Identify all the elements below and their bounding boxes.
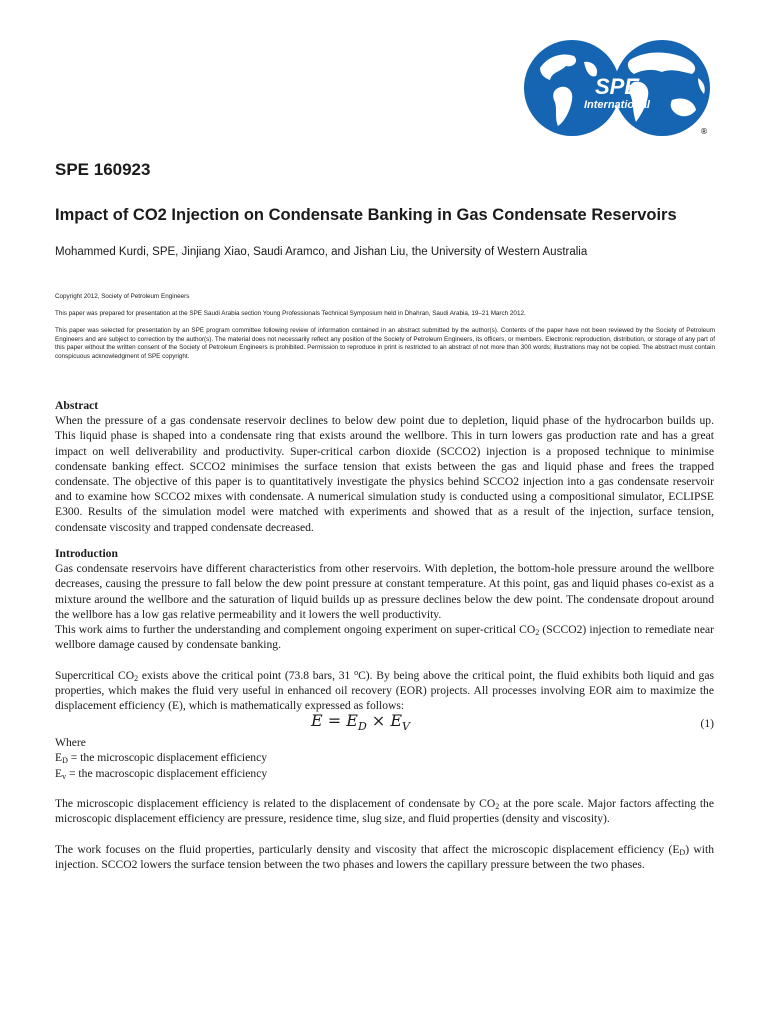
intro-paragraph-4: The microscopic displacement efficiency is related to the displacement of condensate by $CO_2$ at the pore scale. Major factors affecting the microscopic displacement efficiency are pressure, residence time, slug size, and fluid properties (density and viscosity). [55,797,714,826]
logo-mark-text: SPE [594,74,640,99]
paper-title: Impact of CO2 Injection on Condensate Banking in Gas Condensate Reservoirs [55,206,677,224]
where-label: Where [55,736,86,750]
spe-international-logo [522,38,718,138]
abstract-section [55,398,714,535]
introduction-heading: Introduction [55,547,118,560]
paper-number: SPE 160923 [55,160,151,179]
author-list: Mohammed Kurdi, SPE, Jinjiang Xiao, Saudi Aramco, and Jishan Liu, the University of Western Australia [55,246,588,258]
selection-notice: This paper was selected for presentation by an SPE program committee following review of information contained in an abstract submitted by the author(s). Contents of the paper have not been reviewed by the Society of Petroleum Engineers and are subject to correction by the author(s). The material does not necessarily reflect any position of the Society of Petroleum Engineers, its officers, or members. Electronic reproduction, distribution, or storage of any part of this paper without the written consent of the Society of Petroleum Engineers is prohibited. Permission to reproduce in print is restricted to an abstract of not more than 300 words; illustrations may not be copied. The abstract must contain conspicuous acknowledgment of SPE copyright. [55,327,715,360]
abstract-heading: Abstract [55,399,99,412]
logo-sub-text: International [583,99,651,111]
presentation-notice: This paper was prepared for presentation at the SPE Saudi Arabia section Young Professionals Technical Symposium held in Dhahran, Saudi Arabia, 19–21 March 2012. [55,310,526,317]
spe-globe-logo-icon [522,38,718,138]
logo-registered-mark: ® [700,127,708,136]
displacement-efficiency-equation [55,713,714,735]
intro-paragraph-5: The work focuses on the fluid properties, particularly density and viscosity that affect the microscopic displacement efficiency $(E_D)$ with injection. SCCO2 lowers the surface tension between the two phases and lowers the capillary pressure between the two phases. [55,842,714,871]
intro-paragraph-3: Supercritical $CO_2$ exists above the critical point (73.8 bars, 31 $^o$C). By being above the critical point, the fluid exhibits both liquid and gas properties, which makes the fluid very useful in enhanced oil recovery (EOR) projects. All processes involving EOR aim to maximize the displacement efficiency (E), which is mathematically expressed as follows: [55,667,714,713]
intro-paragraph-2: This work aims to further the understanding and complement ongoing experiment on super-critical $CO_2$ (SCCO2) injection to remediate near wellbore damage caused by condensate banking. [55,623,714,652]
equation-number: (1) [700,717,714,731]
copyright-notice: Copyright 2012, Society of Petroleum Engineers [55,293,190,300]
abstract-body: When the pressure of a gas condensate reservoir declines to below dew point due to depletion, liquid phase of the hydrocarbon builds up. This liquid phase is shaped into a condensate ring that exists around the wellbore. This in turn lowers gas production rate and has a great impact on well deliverability and productivity. Super-critical carbon dioxide (SCCO2) injection is a proposed technique to minimise condensate banking effect. SCCO2 minimises the surface tension that exists between the gas and liquid phase and frees the trapped condensate. The objective of this paper is to quantitatively investigate the physics behind SCCO2 injection into a gas condensate reservoir and to examine how SCCO2 mixes with condensate. A numerical simulation study is conducted using a compositional simulator, ECLIPSE E300. Results of the simulation model were matched with experiments and showed that as a result of the injection, surface tension, condensate viscosity and trapped condensate decreased. [55,414,714,534]
equation-expression: $E = E_D \times E_V$ [311,711,410,734]
intro-paragraph-1: Gas condensate reservoirs have different characteristics from other reservoirs. With depletion, the bottom-hole pressure around the wellbore decreases, causing the pressure to fall below the dew point pressure at constant temperature. At this point, gas and liquid phases co-exist as a mixture around the wellbore and the saturation of liquid builds up as pressure declines below the dew point. The condensate dropout around the wellbore has a low gas relative permeability and it lowers the well productivity. [55,562,714,621]
introduction-section [55,546,714,872]
definition-ev: $E_v$ = the macroscopic displacement efficiency [55,766,268,781]
definition-ed: $E_D$ = the microscopic displacement efficiency [55,751,268,766]
